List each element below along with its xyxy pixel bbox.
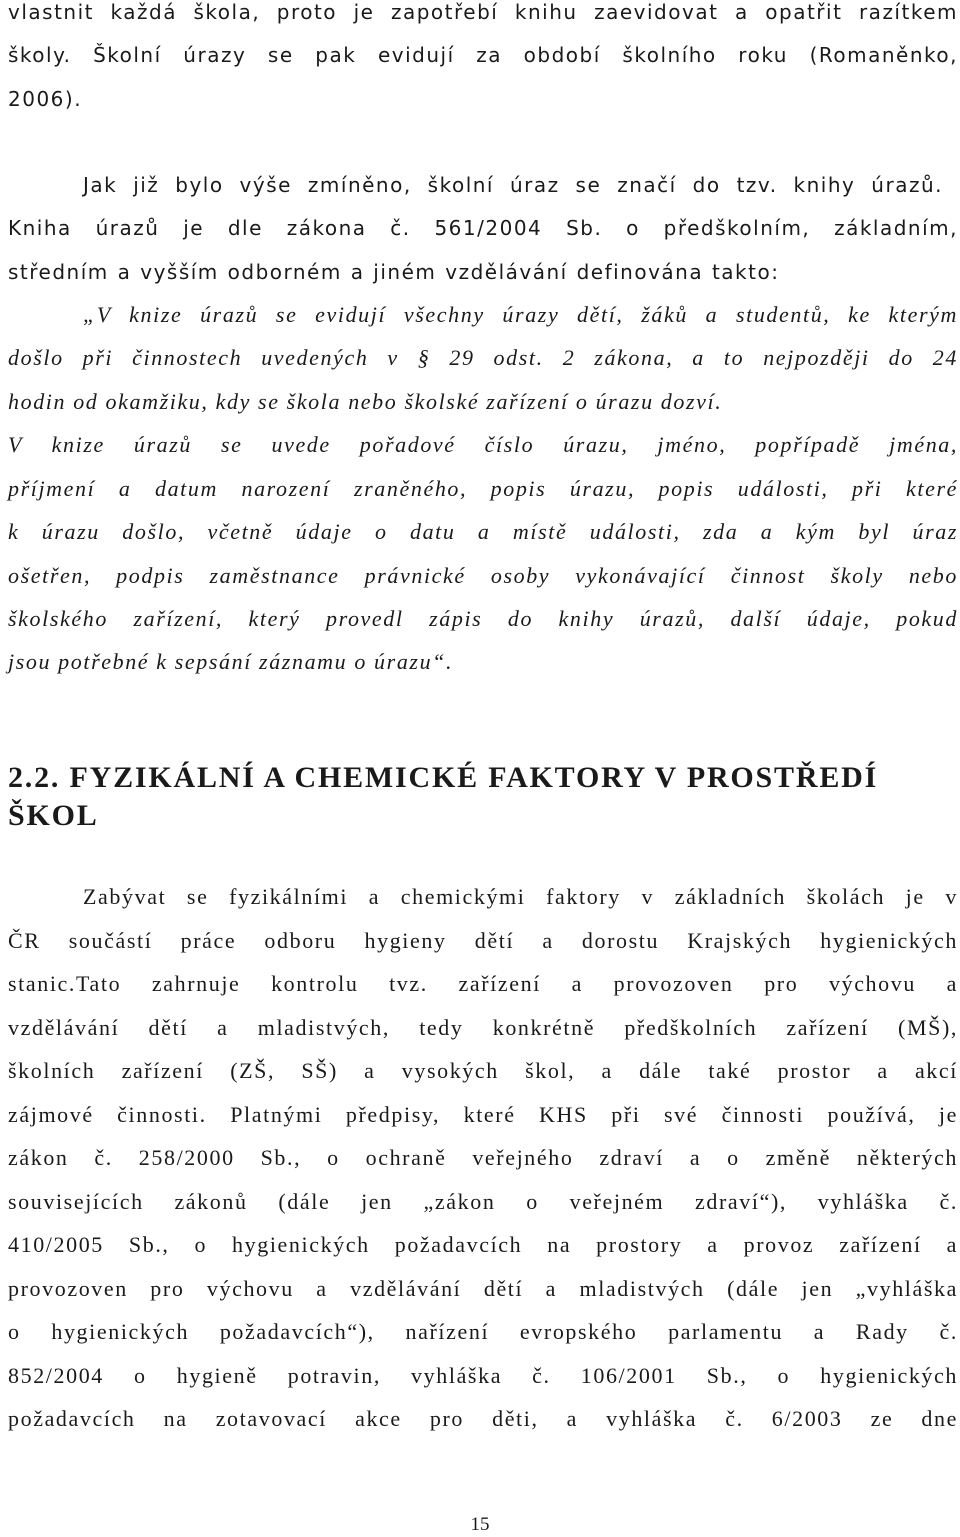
- quote-2-line-1: V knize úrazů se uvede pořadové číslo úrazu, jméno, popřípadě jména,: [8, 432, 958, 457]
- quote-1-line-1: „V knize úrazů se evidují všechny úrazy dětí, žáků a studentů, ke kterým: [83, 302, 958, 327]
- paragraph-3-line-2: ČR součástí práce odboru hygieny dětí a dorostu Krajských hygienických: [8, 928, 958, 953]
- section-heading-line-2: ŠKOL: [8, 799, 99, 832]
- paragraph-3-line-4: vzdělávání dětí a mladistvých, tedy konkrétně předškolních zařízení (MŠ),: [8, 1015, 958, 1040]
- paragraph-2-line-2: Kniha úrazů je dle zákona č. 561/2004 Sb. o předškolním, základním,: [8, 216, 958, 240]
- paragraph-3-line-7: zákon č. 258/2000 Sb., o ochraně veřejného zdraví a o změně některých: [8, 1145, 958, 1170]
- paragraph-2-line-1: Jak již bylo výše zmíněno, školní úraz se značí do tzv. knihy úrazů.: [83, 173, 943, 197]
- paragraph-3-line-1: Zabývat se fyzikálními a chemickými faktory v základních školách je v: [83, 884, 958, 909]
- section-heading-line-1: 2.2. FYZIKÁLNÍ A CHEMICKÉ FAKTORY V PROSTŘEDÍ: [8, 761, 879, 794]
- paragraph-3-line-8: souvisejících zákonů (dále jen „zákon o veřejném zdraví“), vyhláška č.: [8, 1189, 958, 1214]
- paragraph-3-line-3: stanic.Tato zahrnuje kontrolu tvz. zařízení a provozoven pro výchovu a: [8, 971, 958, 996]
- paragraph-1-line-1: vlastnit každá škola, proto je zapotřebí knihu zaevidovat a opatřit razítkem: [8, 0, 958, 24]
- quote-1-line-3: hodin od okamžiku, kdy se škola nebo školské zařízení o úrazu dozví.: [8, 389, 723, 414]
- page-number: 15: [470, 1514, 490, 1535]
- quote-2-line-2: příjmení a datum narození zraněného, popis úrazu, popis události, při které: [8, 476, 958, 501]
- quote-2-line-5: školského zařízení, který provedl zápis do knihy úrazů, další údaje, pokud: [8, 606, 958, 631]
- quote-2-line-6: jsou potřebné k sepsání záznamu o úrazu“.: [8, 649, 454, 674]
- paragraph-1-line-2: školy. Školní úrazy se pak evidují za období školního roku (Romaněnko,: [8, 43, 958, 67]
- quote-2-line-3: k úrazu došlo, včetně údaje o datu a místě události, zda a kým byl úraz: [8, 519, 958, 544]
- paragraph-3-line-11: o hygienických požadavcích“), nařízení evropského parlamentu a Rady č.: [8, 1319, 958, 1344]
- paragraph-3-line-9: 410/2005 Sb., o hygienických požadavcích na prostory a provoz zařízení a: [8, 1232, 958, 1257]
- paragraph-3-line-5: školních zařízení (ZŠ, SŠ) a vysokých škol, a dále také prostor a akcí: [8, 1058, 958, 1083]
- paragraph-3-line-13: požadavcích na zotavovací akce pro děti, a vyhláška č. 6/2003 ze dne: [8, 1406, 958, 1431]
- paragraph-1-line-3: 2006).: [8, 87, 83, 111]
- paragraph-3-line-6: zájmové činnosti. Platnými předpisy, které KHS při své činnosti používá, je: [8, 1102, 958, 1127]
- paragraph-3-line-12: 852/2004 o hygieně potravin, vyhláška č. 106/2001 Sb., o hygienických: [8, 1363, 958, 1388]
- paragraph-2-line-3: středním a vyšším odborném a jiném vzdělávání definována takto:: [8, 260, 780, 284]
- paragraph-3-line-10: provozoven pro výchovu a vzdělávání dětí a mladistvých (dále jen „vyhláška: [8, 1276, 958, 1301]
- quote-2-line-4: ošetřen, podpis zaměstnance právnické osoby vykonávající činnost školy nebo: [8, 563, 958, 588]
- quote-1-line-2: došlo při činnostech uvedených v § 29 odst. 2 zákona, a to nejpozději do 24: [8, 345, 958, 370]
